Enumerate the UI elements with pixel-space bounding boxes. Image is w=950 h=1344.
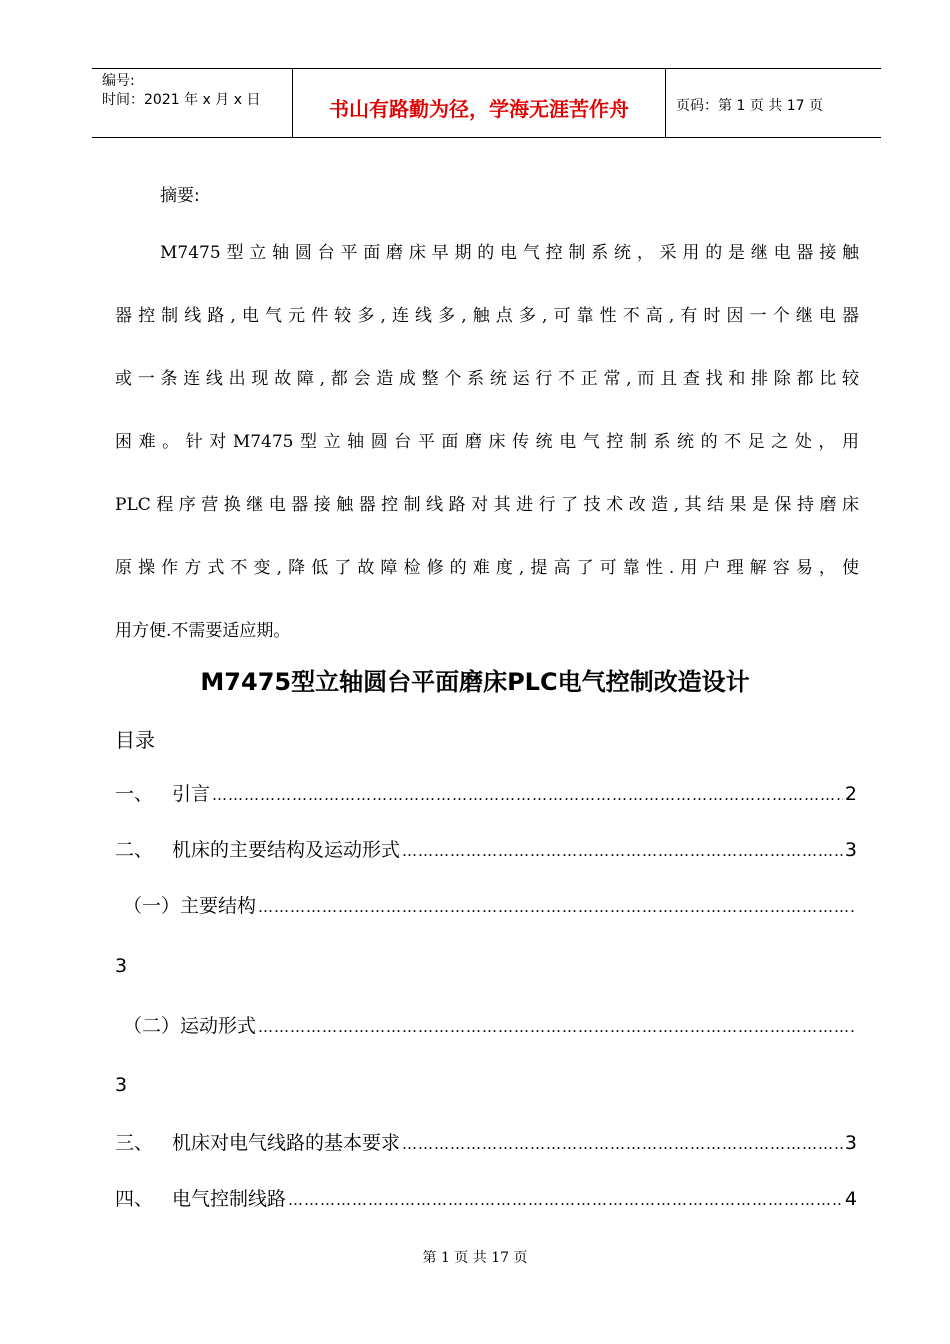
abstract-line: 或一条连线出现故障,都会造成整个系统运行不正常,而且查找和排除都比较 xyxy=(115,369,859,389)
toc-entry-title: 机床对电气线路的基本要求 xyxy=(172,1132,401,1154)
toc-entry[interactable] xyxy=(115,1010,857,1042)
page-info: 页码：第 1 页 共 17 页 xyxy=(676,98,823,114)
page-footer: 第 1 页 共 17 页 xyxy=(422,1250,528,1266)
toc-entry-title: 引言 xyxy=(172,783,211,805)
abstract-line: 困难。针对M7475型立轴圆台平面磨床传统电气控制系统的不足之处，用 xyxy=(115,432,859,452)
motto: 书山有路勤为径，学海无涯苦作舟 xyxy=(329,97,629,121)
toc-entry-page: 2 xyxy=(844,783,857,805)
toc-leader-dots xyxy=(402,1128,843,1160)
toc-entry-page: 3 xyxy=(844,1132,857,1154)
header-right-cell xyxy=(666,69,881,137)
header-middle-cell xyxy=(293,69,666,137)
abstract-line: 器控制线路,电气元件较多,连线多,触点多,可靠性不高,有时因一个继电器 xyxy=(115,306,859,326)
document-title: M7475型立轴圆台平面磨床PLC电气控制改造设计 xyxy=(200,668,750,696)
toc-heading: 目录 xyxy=(115,728,155,752)
abstract-line: 用方便.不需要适应期。 xyxy=(115,621,291,641)
page-header xyxy=(92,68,881,138)
toc-leader-dots xyxy=(212,779,843,811)
toc-entry-title: （二）运动形式 xyxy=(123,1015,257,1037)
toc-entry-number: 一、 xyxy=(115,783,154,805)
toc-entry[interactable] xyxy=(115,834,857,866)
abstract-line: PLC程序营换继电器接触器控制线路对其进行了技术改造,其结果是保持磨床 xyxy=(115,495,859,515)
toc-entry-number: 二、 xyxy=(115,839,154,861)
abstract-title: 摘要: xyxy=(160,186,200,206)
toc-entry[interactable] xyxy=(115,1127,857,1159)
abstract-paragraph xyxy=(115,222,859,663)
toc-entry-title: 机床的主要结构及运动形式 xyxy=(172,839,401,861)
number-label: 编号: xyxy=(102,73,135,89)
abstract-line: M7475型立轴圆台平面磨床早期的电气控制系统，采用的是继电器接触 xyxy=(160,243,859,263)
toc-entry-page: 3 xyxy=(115,955,128,977)
toc-leader-dots xyxy=(288,1184,843,1216)
header-left-cell xyxy=(92,69,293,137)
toc-entry[interactable] xyxy=(115,1183,857,1215)
toc-leader-dots xyxy=(402,835,843,867)
abstract-line: 原操作方式不变,降低了故障检修的难度,提高了可靠性.用户理解容易，使 xyxy=(115,558,859,578)
toc-entry-title: （一）主要结构 xyxy=(123,895,257,917)
toc-leader-dots xyxy=(258,1011,855,1043)
toc-entry-page: 4 xyxy=(844,1188,857,1210)
toc-entry-number: 四、 xyxy=(115,1188,154,1210)
toc-entry-title: 电气控制线路 xyxy=(172,1188,287,1210)
toc-entry-page: 3 xyxy=(844,839,857,861)
toc-entry[interactable] xyxy=(115,890,857,922)
toc-leader-dots xyxy=(258,891,855,923)
toc-entry[interactable] xyxy=(115,778,857,810)
toc-entry-page: 3 xyxy=(115,1074,128,1096)
time-label: 时间：2021 年 x 月 x 日 xyxy=(102,92,261,108)
toc-entry-number: 三、 xyxy=(115,1132,154,1154)
